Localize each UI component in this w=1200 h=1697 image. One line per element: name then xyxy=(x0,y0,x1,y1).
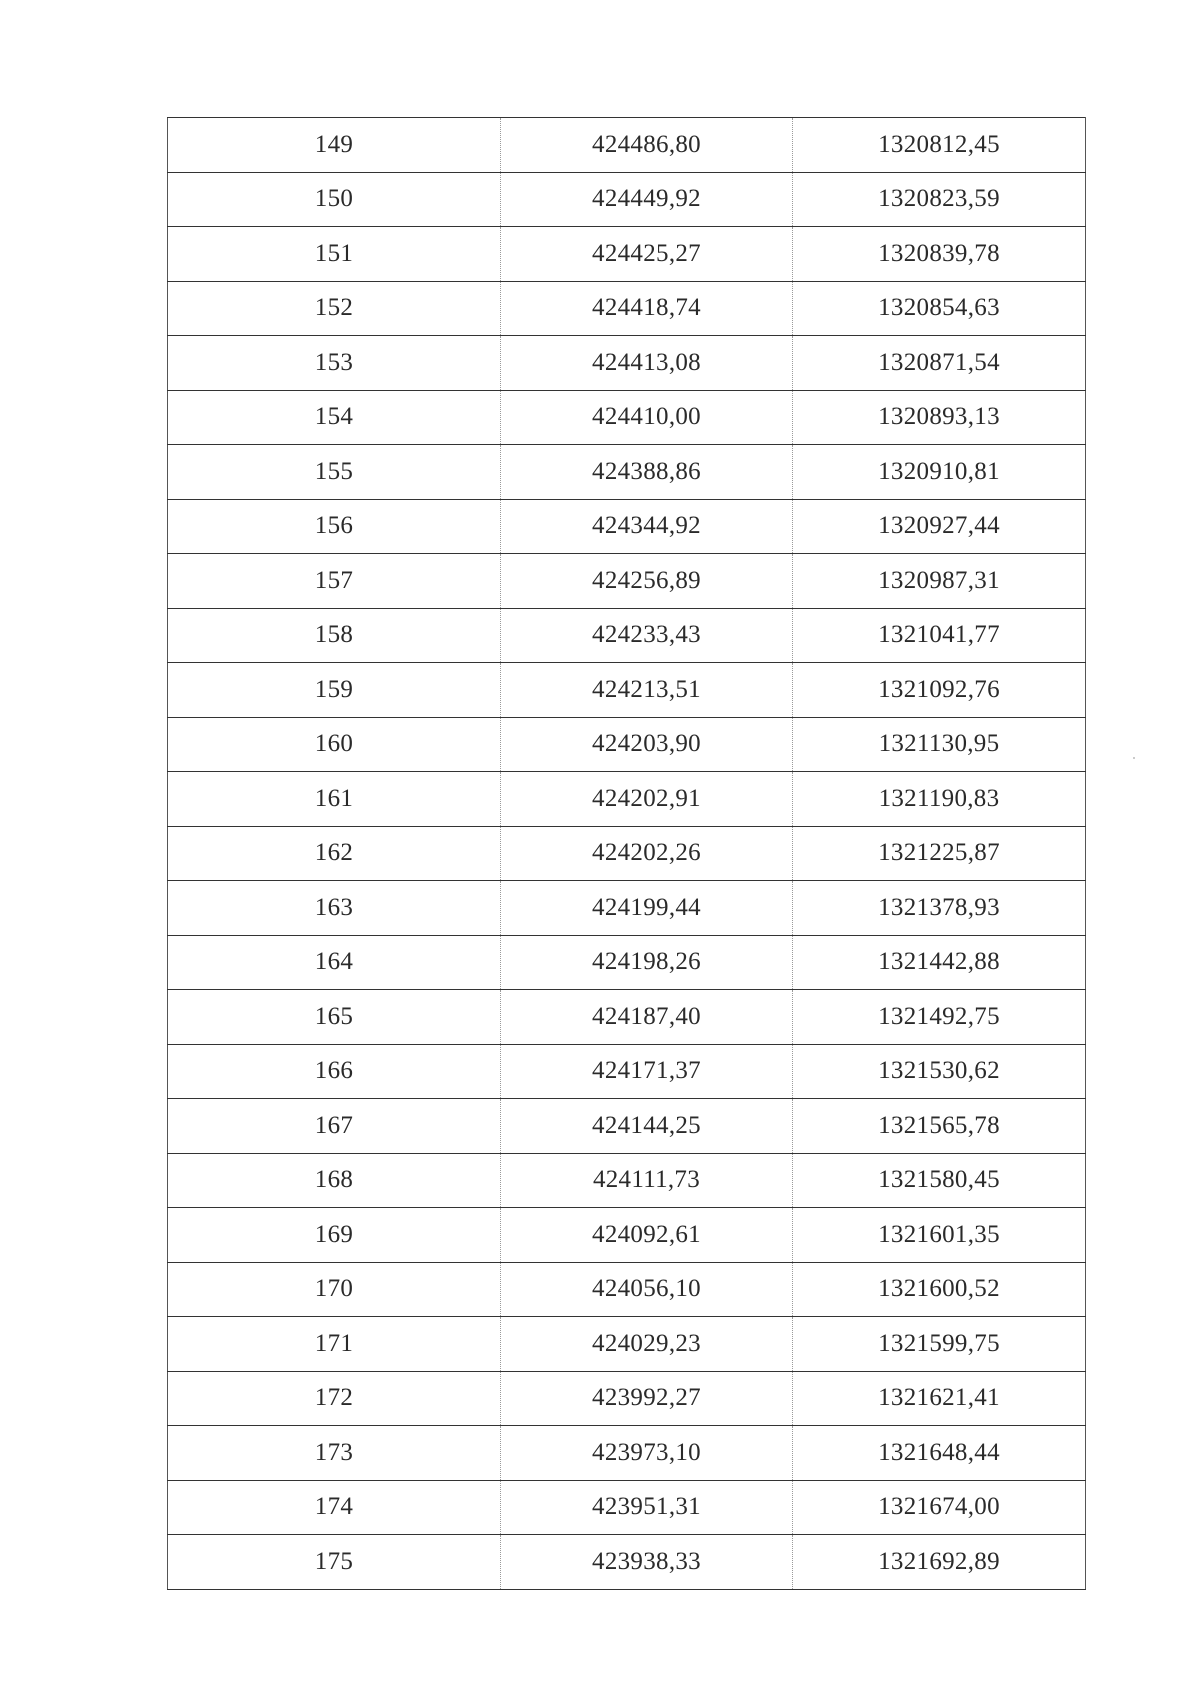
table-row xyxy=(168,1099,1086,1154)
point-number-cell: 169 xyxy=(168,1208,501,1263)
point-number-cell: 150 xyxy=(168,172,501,227)
x-coordinate-cell: 423938,33 xyxy=(501,1535,793,1590)
x-coordinate-cell: 424213,51 xyxy=(501,663,793,718)
point-number-cell: 151 xyxy=(168,227,501,282)
y-coordinate-cell: 1321492,75 xyxy=(793,990,1086,1045)
table-row xyxy=(168,1153,1086,1208)
x-coordinate-cell: 423992,27 xyxy=(501,1371,793,1426)
x-coordinate-cell: 424029,23 xyxy=(501,1317,793,1372)
y-coordinate-cell: 1320823,59 xyxy=(793,172,1086,227)
x-coordinate-cell: 424056,10 xyxy=(501,1262,793,1317)
point-number-cell: 159 xyxy=(168,663,501,718)
y-coordinate-cell: 1321599,75 xyxy=(793,1317,1086,1372)
x-coordinate-cell: 424486,80 xyxy=(501,118,793,173)
scan-speck xyxy=(1133,757,1135,759)
table-row xyxy=(168,608,1086,663)
point-number-cell: 156 xyxy=(168,499,501,554)
table-row xyxy=(168,1317,1086,1372)
table-row xyxy=(168,499,1086,554)
y-coordinate-cell: 1321378,93 xyxy=(793,881,1086,936)
table-row xyxy=(168,826,1086,881)
table-row xyxy=(168,445,1086,500)
point-number-cell: 162 xyxy=(168,826,501,881)
x-coordinate-cell: 424425,27 xyxy=(501,227,793,282)
point-number-cell: 158 xyxy=(168,608,501,663)
y-coordinate-cell: 1321442,88 xyxy=(793,935,1086,990)
table-row xyxy=(168,1426,1086,1481)
table-row xyxy=(168,554,1086,609)
table-row xyxy=(168,935,1086,990)
x-coordinate-cell: 424233,43 xyxy=(501,608,793,663)
x-coordinate-cell: 423973,10 xyxy=(501,1426,793,1481)
y-coordinate-cell: 1320910,81 xyxy=(793,445,1086,500)
table-row xyxy=(168,227,1086,282)
x-coordinate-cell: 424418,74 xyxy=(501,281,793,336)
table-row xyxy=(168,772,1086,827)
point-number-cell: 175 xyxy=(168,1535,501,1590)
x-coordinate-cell: 424202,91 xyxy=(501,772,793,827)
y-coordinate-cell: 1320854,63 xyxy=(793,281,1086,336)
x-coordinate-cell: 424198,26 xyxy=(501,935,793,990)
x-coordinate-cell: 424092,61 xyxy=(501,1208,793,1263)
point-number-cell: 154 xyxy=(168,390,501,445)
point-number-cell: 170 xyxy=(168,1262,501,1317)
y-coordinate-cell: 1321225,87 xyxy=(793,826,1086,881)
table-row xyxy=(168,990,1086,1045)
y-coordinate-cell: 1321621,41 xyxy=(793,1371,1086,1426)
point-number-cell: 174 xyxy=(168,1480,501,1535)
x-coordinate-cell: 424199,44 xyxy=(501,881,793,936)
point-number-cell: 149 xyxy=(168,118,501,173)
y-coordinate-cell: 1320871,54 xyxy=(793,336,1086,391)
x-coordinate-cell: 424203,90 xyxy=(501,717,793,772)
x-coordinate-cell: 424344,92 xyxy=(501,499,793,554)
y-coordinate-cell: 1321600,52 xyxy=(793,1262,1086,1317)
x-coordinate-cell: 424202,26 xyxy=(501,826,793,881)
y-coordinate-cell: 1320839,78 xyxy=(793,227,1086,282)
table-row xyxy=(168,1044,1086,1099)
x-coordinate-cell: 424144,25 xyxy=(501,1099,793,1154)
y-coordinate-cell: 1321092,76 xyxy=(793,663,1086,718)
y-coordinate-cell: 1321674,00 xyxy=(793,1480,1086,1535)
x-coordinate-cell: 424410,00 xyxy=(501,390,793,445)
table-row xyxy=(168,1208,1086,1263)
y-coordinate-cell: 1320893,13 xyxy=(793,390,1086,445)
point-number-cell: 160 xyxy=(168,717,501,772)
table-row xyxy=(168,281,1086,336)
coordinates-table xyxy=(167,117,1086,1590)
point-number-cell: 161 xyxy=(168,772,501,827)
y-coordinate-cell: 1321130,95 xyxy=(793,717,1086,772)
x-coordinate-cell: 424256,89 xyxy=(501,554,793,609)
point-number-cell: 164 xyxy=(168,935,501,990)
point-number-cell: 168 xyxy=(168,1153,501,1208)
table-row xyxy=(168,118,1086,173)
x-coordinate-cell: 424413,08 xyxy=(501,336,793,391)
point-number-cell: 171 xyxy=(168,1317,501,1372)
table-row xyxy=(168,1480,1086,1535)
point-number-cell: 173 xyxy=(168,1426,501,1481)
point-number-cell: 163 xyxy=(168,881,501,936)
y-coordinate-cell: 1321601,35 xyxy=(793,1208,1086,1263)
x-coordinate-cell: 424449,92 xyxy=(501,172,793,227)
point-number-cell: 172 xyxy=(168,1371,501,1426)
point-number-cell: 165 xyxy=(168,990,501,1045)
point-number-cell: 152 xyxy=(168,281,501,336)
x-coordinate-cell: 424388,86 xyxy=(501,445,793,500)
table-row xyxy=(168,663,1086,718)
table-row xyxy=(168,172,1086,227)
point-number-cell: 167 xyxy=(168,1099,501,1154)
y-coordinate-cell: 1321648,44 xyxy=(793,1426,1086,1481)
table-row xyxy=(168,1371,1086,1426)
table-row xyxy=(168,390,1086,445)
y-coordinate-cell: 1320987,31 xyxy=(793,554,1086,609)
y-coordinate-cell: 1321041,77 xyxy=(793,608,1086,663)
point-number-cell: 157 xyxy=(168,554,501,609)
y-coordinate-cell: 1320927,44 xyxy=(793,499,1086,554)
y-coordinate-cell: 1321580,45 xyxy=(793,1153,1086,1208)
table-row xyxy=(168,1535,1086,1590)
y-coordinate-cell: 1320812,45 xyxy=(793,118,1086,173)
x-coordinate-cell: 424171,37 xyxy=(501,1044,793,1099)
table-row xyxy=(168,717,1086,772)
point-number-cell: 155 xyxy=(168,445,501,500)
table-row xyxy=(168,1262,1086,1317)
table-row xyxy=(168,881,1086,936)
x-coordinate-cell: 423951,31 xyxy=(501,1480,793,1535)
y-coordinate-cell: 1321530,62 xyxy=(793,1044,1086,1099)
x-coordinate-cell: 424187,40 xyxy=(501,990,793,1045)
point-number-cell: 166 xyxy=(168,1044,501,1099)
x-coordinate-cell: 424111,73 xyxy=(501,1153,793,1208)
point-number-cell: 153 xyxy=(168,336,501,391)
coordinates-table-body xyxy=(168,118,1086,1590)
y-coordinate-cell: 1321692,89 xyxy=(793,1535,1086,1590)
y-coordinate-cell: 1321190,83 xyxy=(793,772,1086,827)
table-row xyxy=(168,336,1086,391)
y-coordinate-cell: 1321565,78 xyxy=(793,1099,1086,1154)
